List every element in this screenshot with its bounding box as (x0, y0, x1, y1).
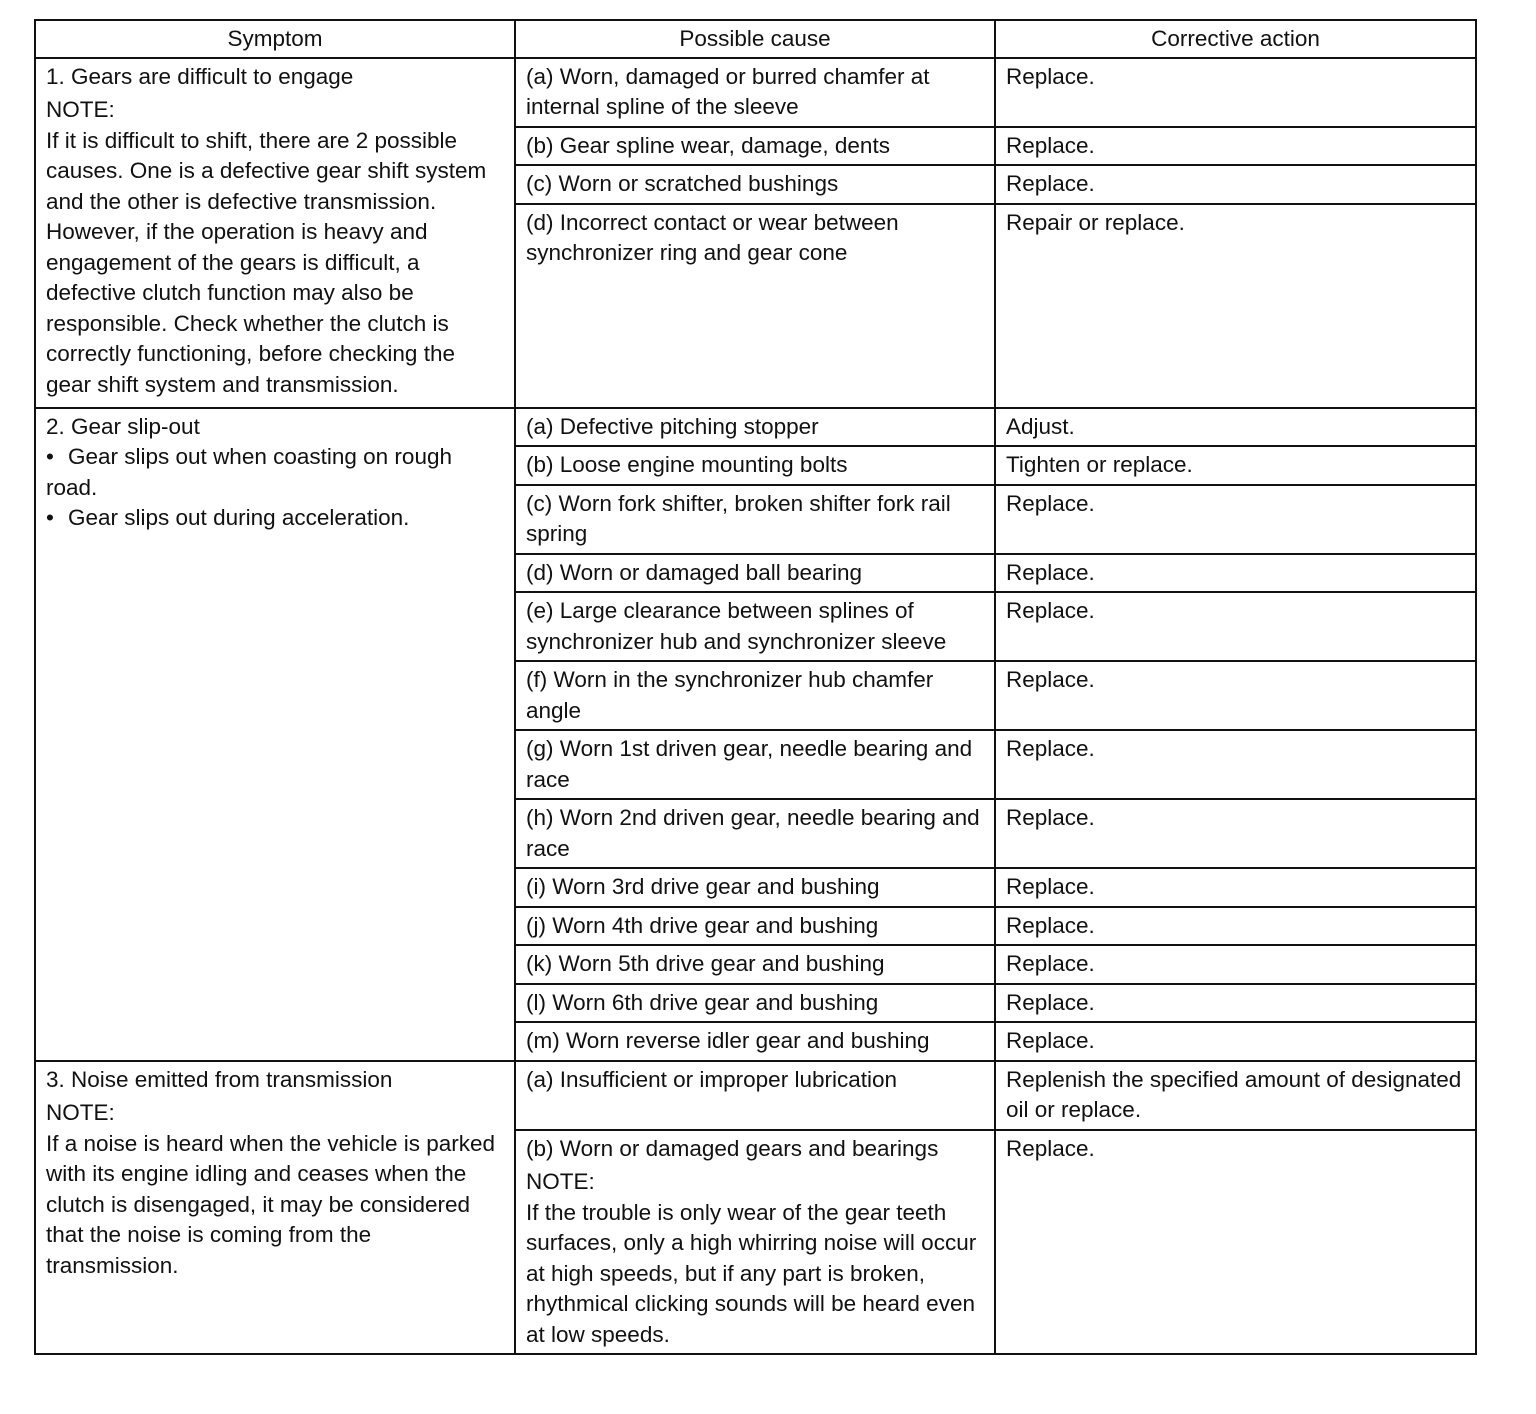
action-cell: Replace. (995, 127, 1476, 166)
symptom-cell-1 (35, 58, 515, 408)
action-cell: Replace. (995, 592, 1476, 661)
action-cell: Replace. (995, 799, 1476, 868)
bullet-item (46, 442, 504, 503)
note-label: NOTE: (46, 97, 115, 122)
header-possible-cause: Possible cause (515, 20, 995, 58)
troubleshooting-table (34, 19, 1477, 1355)
note-label: NOTE: (46, 1100, 115, 1125)
cause-note: If the trouble is only wear of the gear teeth surfaces, only a high whirring noise will occur at high speeds, but if any part is broken, rhythmical clicking sounds will be heard even at low speeds. (526, 1199, 977, 1347)
action-cell: Replace. (995, 945, 1476, 984)
cause-cell: (h) Worn 2nd driven gear, needle bearing and race (515, 799, 995, 868)
action-cell: Replace. (995, 868, 1476, 907)
cause-cell: (c) Worn fork shifter, broken shifter fork rail spring (515, 485, 995, 554)
cause-cell: (a) Defective pitching stopper (515, 408, 995, 447)
cause-cell: (g) Worn 1st driven gear, needle bearing and race (515, 730, 995, 799)
cause-cell: (b) Gear spline wear, damage, dents (515, 127, 995, 166)
cause-cell (515, 1130, 995, 1355)
cause-cell: (a) Worn, damaged or burred chamfer at internal spline of the sleeve (515, 58, 995, 127)
symptom-note: If a noise is heard when the vehicle is parked with its engine idling and ceases when the clutch is disengaged, it may be considered that the noise is coming from the transmission. (46, 1130, 496, 1278)
action-cell: Adjust. (995, 408, 1476, 447)
action-cell: Replenish the specified amount of designated oil or replace. (995, 1061, 1476, 1130)
action-cell: Replace. (995, 661, 1476, 730)
action-cell: Replace. (995, 730, 1476, 799)
header-row (35, 20, 1476, 58)
symptom-title: 3. Noise emitted from transmission (46, 1066, 393, 1092)
action-cell: Replace. (995, 58, 1476, 127)
table-row (35, 58, 1476, 127)
symptom-title: 1. Gears are difficult to engage (46, 63, 354, 89)
action-cell: Replace. (995, 165, 1476, 204)
bullet-icon: • (46, 505, 54, 530)
cause-cell: (c) Worn or scratched bushings (515, 165, 995, 204)
action-cell: Replace. (995, 554, 1476, 593)
cause-cell: (d) Incorrect contact or wear between synchronizer ring and gear cone (515, 204, 995, 408)
action-cell: Replace. (995, 1130, 1476, 1355)
cause-cell: (a) Insufficient or improper lubrication (515, 1061, 995, 1130)
symptom-cell-3 (35, 1061, 515, 1355)
symptom-note: If it is difficult to shift, there are 2 possible causes. One is a defective gear shift system and the other is defective transmission. However, if the operation is heavy and engagement of the gears is difficult, a defective clutch function may also be responsible. Check whether the clutch is correctly functioning, before checking the gear shift system and transmission. (46, 127, 487, 397)
action-cell: Tighten or replace. (995, 446, 1476, 485)
action-cell: Replace. (995, 1022, 1476, 1061)
cause-cell: (m) Worn reverse idler gear and bushing (515, 1022, 995, 1061)
cause-cell: (f) Worn in the synchronizer hub chamfer angle (515, 661, 995, 730)
cause-cell: (d) Worn or damaged ball bearing (515, 554, 995, 593)
symptom-title: 2. Gear slip-out (46, 413, 200, 439)
bullet-item (46, 503, 504, 534)
header-corrective-action: Corrective action (995, 20, 1476, 58)
cause-cell: (i) Worn 3rd drive gear and bushing (515, 868, 995, 907)
action-cell: Repair or replace. (995, 204, 1476, 408)
action-cell: Replace. (995, 907, 1476, 946)
cause-cell: (k) Worn 5th drive gear and bushing (515, 945, 995, 984)
bullet-icon: • (46, 444, 54, 469)
symptom-cell-2 (35, 408, 515, 1061)
cause-cell: (b) Loose engine mounting bolts (515, 446, 995, 485)
action-cell: Replace. (995, 984, 1476, 1023)
bullet-text: Gear slips out when coasting on rough road. (46, 444, 452, 500)
header-symptom: Symptom (35, 20, 515, 58)
table-row (35, 1061, 1476, 1130)
cause-text: (b) Worn or damaged gears and bearings (526, 1135, 939, 1161)
cause-cell: (l) Worn 6th drive gear and bushing (515, 984, 995, 1023)
note-label: NOTE: (526, 1169, 595, 1194)
cause-cell: (e) Large clearance between splines of synchronizer hub and synchronizer sleeve (515, 592, 995, 661)
cause-cell: (j) Worn 4th drive gear and bushing (515, 907, 995, 946)
bullet-text: Gear slips out during acceleration. (68, 505, 410, 530)
table-row (35, 408, 1476, 447)
action-cell: Replace. (995, 485, 1476, 554)
